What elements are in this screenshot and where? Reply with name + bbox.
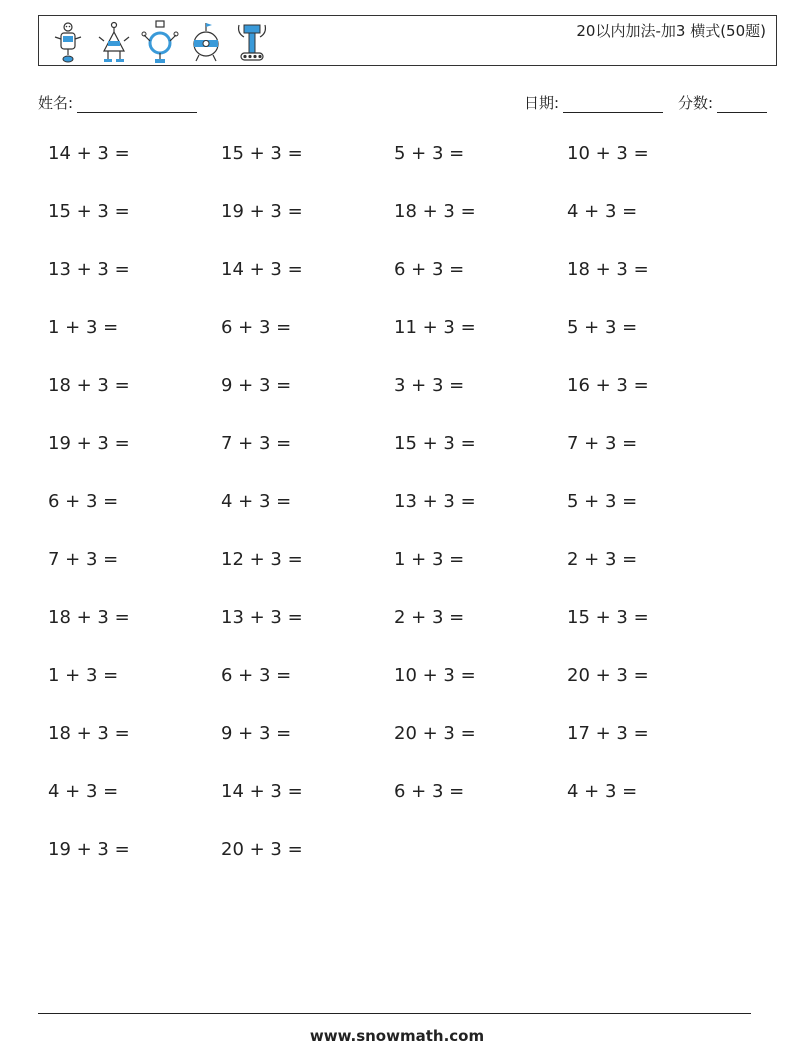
student-fields xyxy=(38,92,773,116)
date-blank[interactable] xyxy=(563,95,663,113)
worksheet-title: 20以内加法-加3 横式(50题) xyxy=(576,22,766,40)
problem-item: 3 + 3 = xyxy=(394,375,465,396)
problem-item: 19 + 3 = xyxy=(221,201,303,222)
problem-item: 19 + 3 = xyxy=(48,433,130,454)
problem-grid xyxy=(48,143,748,897)
problem-item: 14 + 3 = xyxy=(221,259,303,280)
problem-item: 4 + 3 = xyxy=(221,491,292,512)
name-label: 姓名: xyxy=(38,94,74,112)
problem-item: 2 + 3 = xyxy=(394,607,465,628)
problem-item: 10 + 3 = xyxy=(394,665,476,686)
problem-item: 6 + 3 = xyxy=(394,259,465,280)
name-field[interactable] xyxy=(38,92,197,113)
problem-item: 9 + 3 = xyxy=(221,375,292,396)
problem-row xyxy=(48,491,748,549)
problem-item: 19 + 3 = xyxy=(48,839,130,860)
robot-4-icon xyxy=(187,19,225,65)
problem-item: 20 + 3 = xyxy=(394,723,476,744)
problem-item: 12 + 3 = xyxy=(221,549,303,570)
problem-item: 14 + 3 = xyxy=(48,143,130,164)
score-label: 分数: xyxy=(678,94,714,112)
problem-item: 1 + 3 = xyxy=(48,317,119,338)
problem-row xyxy=(48,607,748,665)
problem-row xyxy=(48,781,748,839)
footer-site: www.snowmath.com xyxy=(309,1027,485,1045)
problem-row xyxy=(48,143,748,201)
date-label: 日期: xyxy=(524,94,560,112)
problem-item: 18 + 3 = xyxy=(48,607,130,628)
problem-item: 6 + 3 = xyxy=(394,781,465,802)
problem-item: 6 + 3 = xyxy=(221,665,292,686)
problem-item: 20 + 3 = xyxy=(567,665,649,686)
robot-3-icon xyxy=(141,19,179,65)
problem-item: 16 + 3 = xyxy=(567,375,649,396)
problem-item: 18 + 3 = xyxy=(394,201,476,222)
problem-item: 1 + 3 = xyxy=(394,549,465,570)
problem-item: 5 + 3 = xyxy=(567,317,638,338)
problem-item: 9 + 3 = xyxy=(221,723,292,744)
footer-divider xyxy=(38,1013,751,1014)
problem-item: 5 + 3 = xyxy=(567,491,638,512)
robot-1-icon xyxy=(49,19,87,65)
problem-row xyxy=(48,549,748,607)
problem-row xyxy=(48,723,748,781)
problem-item: 14 + 3 = xyxy=(221,781,303,802)
problem-item: 18 + 3 = xyxy=(48,375,130,396)
problem-row xyxy=(48,375,748,433)
problem-item: 6 + 3 = xyxy=(48,491,119,512)
problem-item: 7 + 3 = xyxy=(48,549,119,570)
problem-item: 1 + 3 = xyxy=(48,665,119,686)
score-field[interactable] xyxy=(678,92,767,113)
problem-item: 7 + 3 = xyxy=(221,433,292,454)
date-field[interactable] xyxy=(524,92,663,113)
problem-item: 17 + 3 = xyxy=(567,723,649,744)
problem-item: 13 + 3 = xyxy=(221,607,303,628)
score-blank[interactable] xyxy=(717,95,767,113)
problem-item: 15 + 3 = xyxy=(48,201,130,222)
problem-item: 18 + 3 = xyxy=(48,723,130,744)
problem-item: 15 + 3 = xyxy=(221,143,303,164)
problem-item: 11 + 3 = xyxy=(394,317,476,338)
problem-row xyxy=(48,839,748,897)
problem-item: 18 + 3 = xyxy=(567,259,649,280)
problem-item: 4 + 3 = xyxy=(48,781,119,802)
problem-item: 20 + 3 = xyxy=(221,839,303,860)
problem-row xyxy=(48,259,748,317)
problem-item: 4 + 3 = xyxy=(567,201,638,222)
problem-item: 7 + 3 = xyxy=(567,433,638,454)
robot-5-icon xyxy=(233,19,271,65)
problem-item: 10 + 3 = xyxy=(567,143,649,164)
problem-item: 6 + 3 = xyxy=(221,317,292,338)
problem-row xyxy=(48,201,748,259)
problem-row xyxy=(48,433,748,491)
problem-item: 2 + 3 = xyxy=(567,549,638,570)
problem-item: 4 + 3 = xyxy=(567,781,638,802)
name-blank[interactable] xyxy=(77,95,197,113)
problem-row xyxy=(48,665,748,723)
problem-item: 5 + 3 = xyxy=(394,143,465,164)
header-box xyxy=(38,15,777,66)
problem-item: 13 + 3 = xyxy=(394,491,476,512)
problem-item: 15 + 3 = xyxy=(567,607,649,628)
problem-row xyxy=(48,317,748,375)
robot-2-icon xyxy=(95,19,133,65)
problem-item: 15 + 3 = xyxy=(394,433,476,454)
problem-item: 13 + 3 = xyxy=(48,259,130,280)
robot-strip xyxy=(49,19,271,65)
